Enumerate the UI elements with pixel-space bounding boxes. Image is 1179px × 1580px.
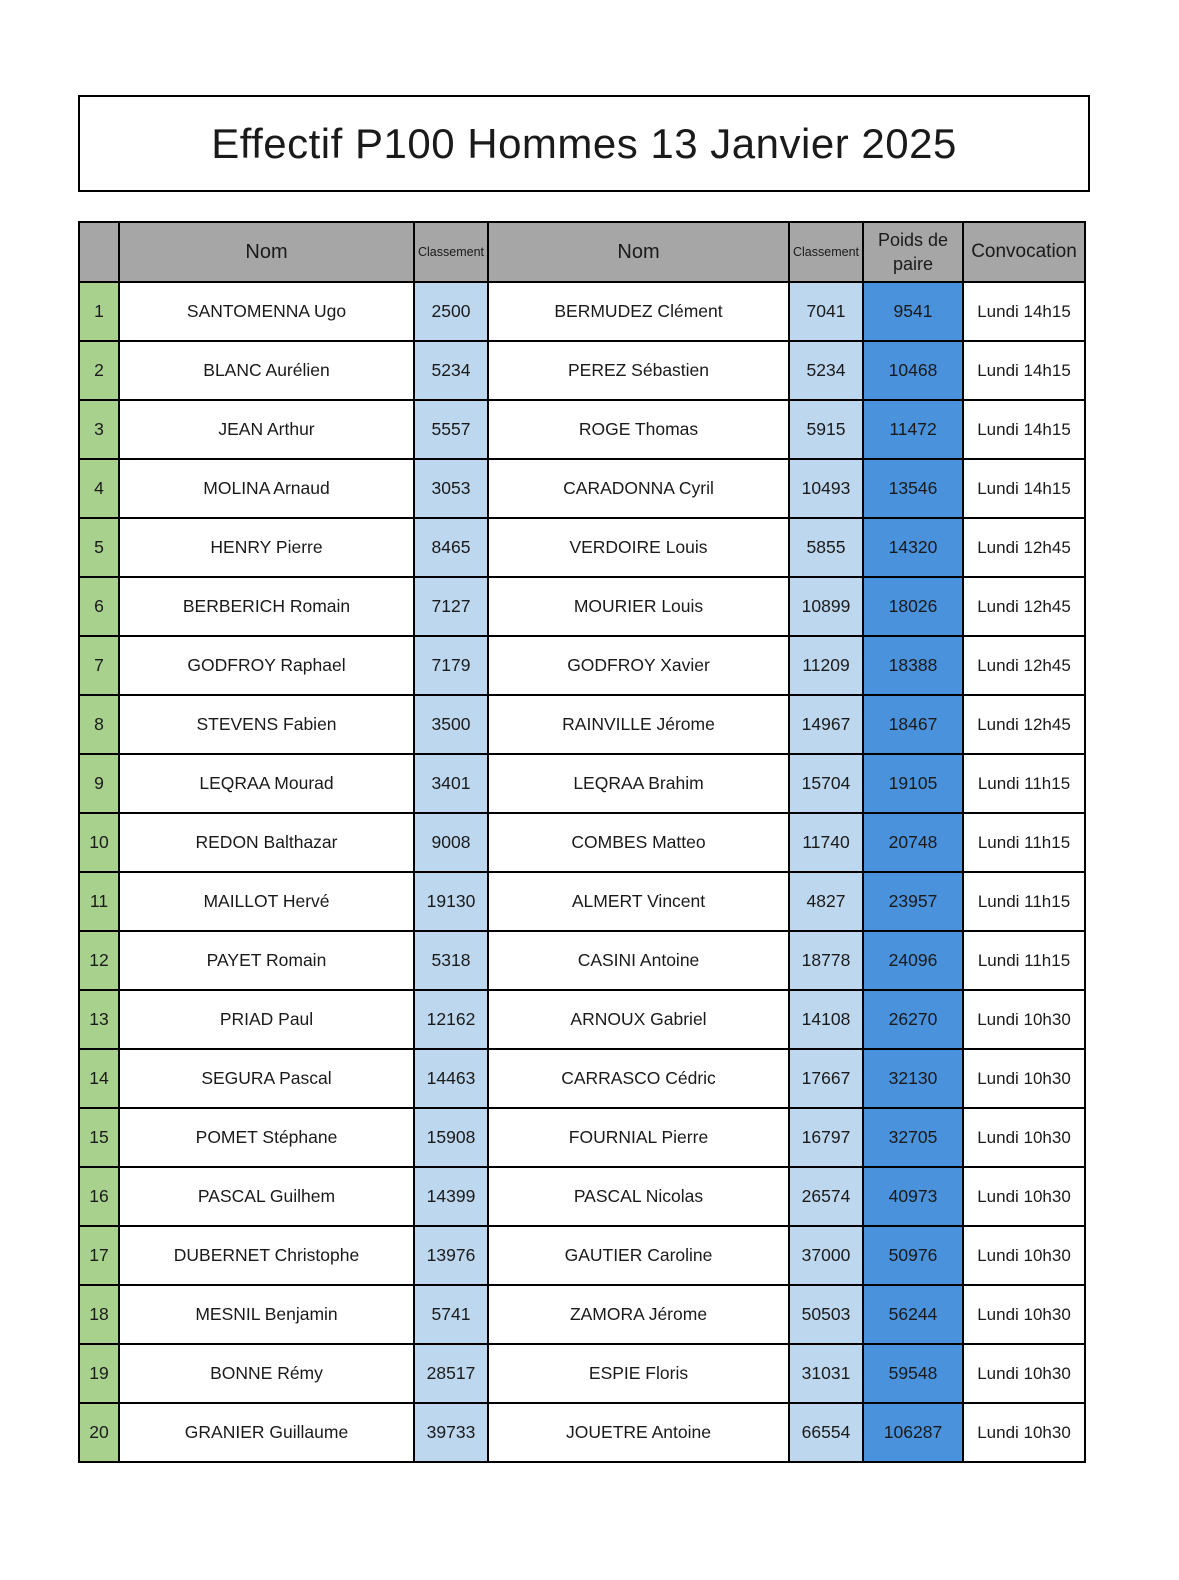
pair-weight: 106287 — [863, 1403, 963, 1462]
player2-ranking: 15704 — [789, 754, 863, 813]
table-row — [79, 931, 1085, 990]
table-row — [79, 754, 1085, 813]
player1-ranking: 12162 — [414, 990, 488, 1049]
player1-ranking: 9008 — [414, 813, 488, 872]
player1-ranking: 8465 — [414, 518, 488, 577]
header-classement-2: Classement — [789, 222, 863, 282]
player2-ranking: 7041 — [789, 282, 863, 341]
row-number: 16 — [79, 1167, 119, 1226]
pair-weight: 10468 — [863, 341, 963, 400]
player1-name: DUBERNET Christophe — [119, 1226, 414, 1285]
player2-name: ESPIE Floris — [488, 1344, 789, 1403]
row-number: 1 — [79, 282, 119, 341]
player1-name: JEAN Arthur — [119, 400, 414, 459]
player2-name: FOURNIAL Pierre — [488, 1108, 789, 1167]
player2-ranking: 16797 — [789, 1108, 863, 1167]
row-number: 8 — [79, 695, 119, 754]
table-row — [79, 872, 1085, 931]
player1-ranking: 28517 — [414, 1344, 488, 1403]
table-row — [79, 990, 1085, 1049]
table-row — [79, 282, 1085, 341]
pair-weight: 9541 — [863, 282, 963, 341]
player1-name: MOLINA Arnaud — [119, 459, 414, 518]
title-box — [78, 95, 1090, 192]
player2-name: ZAMORA Jérome — [488, 1285, 789, 1344]
player2-ranking: 26574 — [789, 1167, 863, 1226]
player2-name: CASINI Antoine — [488, 931, 789, 990]
player2-ranking: 5234 — [789, 341, 863, 400]
table-row — [79, 400, 1085, 459]
table-row — [79, 1226, 1085, 1285]
player1-ranking: 5318 — [414, 931, 488, 990]
row-number: 4 — [79, 459, 119, 518]
player1-name: BERBERICH Romain — [119, 577, 414, 636]
player1-ranking: 3500 — [414, 695, 488, 754]
row-number: 7 — [79, 636, 119, 695]
player1-ranking: 14463 — [414, 1049, 488, 1108]
row-number: 12 — [79, 931, 119, 990]
player1-ranking: 5234 — [414, 341, 488, 400]
player2-name: ROGE Thomas — [488, 400, 789, 459]
player2-name: PASCAL Nicolas — [488, 1167, 789, 1226]
player2-name: GODFROY Xavier — [488, 636, 789, 695]
convocation-time: Lundi 11h15 — [963, 754, 1085, 813]
player2-ranking: 10899 — [789, 577, 863, 636]
table-row — [79, 1167, 1085, 1226]
convocation-time: Lundi 14h15 — [963, 459, 1085, 518]
player2-name: ALMERT Vincent — [488, 872, 789, 931]
convocation-time: Lundi 12h45 — [963, 577, 1085, 636]
pair-weight: 18026 — [863, 577, 963, 636]
pair-weight: 13546 — [863, 459, 963, 518]
row-number: 3 — [79, 400, 119, 459]
convocation-time: Lundi 12h45 — [963, 636, 1085, 695]
player1-name: BLANC Aurélien — [119, 341, 414, 400]
player2-ranking: 14967 — [789, 695, 863, 754]
pair-weight: 11472 — [863, 400, 963, 459]
roster-table — [78, 221, 1086, 1463]
pair-weight: 50976 — [863, 1226, 963, 1285]
convocation-time: Lundi 12h45 — [963, 695, 1085, 754]
row-number: 17 — [79, 1226, 119, 1285]
convocation-time: Lundi 14h15 — [963, 400, 1085, 459]
player2-ranking: 5855 — [789, 518, 863, 577]
pair-weight: 40973 — [863, 1167, 963, 1226]
player1-ranking: 5741 — [414, 1285, 488, 1344]
pair-weight: 24096 — [863, 931, 963, 990]
player1-ranking: 14399 — [414, 1167, 488, 1226]
player2-ranking: 11209 — [789, 636, 863, 695]
convocation-time: Lundi 10h30 — [963, 1108, 1085, 1167]
table-row — [79, 1403, 1085, 1462]
convocation-time: Lundi 10h30 — [963, 1344, 1085, 1403]
row-number: 19 — [79, 1344, 119, 1403]
convocation-time: Lundi 10h30 — [963, 990, 1085, 1049]
player2-name: GAUTIER Caroline — [488, 1226, 789, 1285]
convocation-time: Lundi 11h15 — [963, 931, 1085, 990]
player1-name: PASCAL Guilhem — [119, 1167, 414, 1226]
row-number: 5 — [79, 518, 119, 577]
header-convocation: Convocation — [963, 222, 1085, 282]
row-number: 11 — [79, 872, 119, 931]
player2-ranking: 14108 — [789, 990, 863, 1049]
player1-ranking: 13976 — [414, 1226, 488, 1285]
table-row — [79, 1108, 1085, 1167]
row-number: 14 — [79, 1049, 119, 1108]
player2-name: CARRASCO Cédric — [488, 1049, 789, 1108]
pair-weight: 18467 — [863, 695, 963, 754]
player2-name: ARNOUX Gabriel — [488, 990, 789, 1049]
player2-name: RAINVILLE Jérome — [488, 695, 789, 754]
table-row — [79, 695, 1085, 754]
player2-ranking: 31031 — [789, 1344, 863, 1403]
table-row — [79, 1344, 1085, 1403]
pair-weight: 23957 — [863, 872, 963, 931]
header-corner-spacer — [79, 222, 119, 282]
convocation-time: Lundi 11h15 — [963, 872, 1085, 931]
player2-ranking: 50503 — [789, 1285, 863, 1344]
pair-weight: 20748 — [863, 813, 963, 872]
player2-ranking: 4827 — [789, 872, 863, 931]
player1-ranking: 15908 — [414, 1108, 488, 1167]
player1-name: REDON Balthazar — [119, 813, 414, 872]
player1-name: BONNE Rémy — [119, 1344, 414, 1403]
row-number: 15 — [79, 1108, 119, 1167]
convocation-time: Lundi 12h45 — [963, 518, 1085, 577]
player1-name: PAYET Romain — [119, 931, 414, 990]
player1-ranking: 39733 — [414, 1403, 488, 1462]
player2-ranking: 10493 — [789, 459, 863, 518]
convocation-time: Lundi 10h30 — [963, 1285, 1085, 1344]
table-row — [79, 1049, 1085, 1108]
row-number: 10 — [79, 813, 119, 872]
player1-name: SANTOMENNA Ugo — [119, 282, 414, 341]
table-row — [79, 518, 1085, 577]
convocation-time: Lundi 10h30 — [963, 1049, 1085, 1108]
player2-ranking: 37000 — [789, 1226, 863, 1285]
player2-name: LEQRAA Brahim — [488, 754, 789, 813]
table-row — [79, 341, 1085, 400]
convocation-time: Lundi 14h15 — [963, 282, 1085, 341]
header-classement-1: Classement — [414, 222, 488, 282]
player2-ranking: 66554 — [789, 1403, 863, 1462]
table-row — [79, 577, 1085, 636]
player2-ranking: 18778 — [789, 931, 863, 990]
row-number: 20 — [79, 1403, 119, 1462]
player1-name: MESNIL Benjamin — [119, 1285, 414, 1344]
player1-name: GODFROY Raphael — [119, 636, 414, 695]
row-number: 18 — [79, 1285, 119, 1344]
table-header-row — [79, 222, 1085, 282]
player1-name: LEQRAA Mourad — [119, 754, 414, 813]
player1-ranking: 19130 — [414, 872, 488, 931]
table-row — [79, 459, 1085, 518]
player1-name: GRANIER Guillaume — [119, 1403, 414, 1462]
player1-name: PRIAD Paul — [119, 990, 414, 1049]
header-poids-de-paire: Poids de paire — [863, 222, 963, 282]
pair-weight: 32130 — [863, 1049, 963, 1108]
pair-weight: 59548 — [863, 1344, 963, 1403]
player1-name: MAILLOT Hervé — [119, 872, 414, 931]
player1-ranking: 2500 — [414, 282, 488, 341]
convocation-time: Lundi 14h15 — [963, 341, 1085, 400]
convocation-time: Lundi 10h30 — [963, 1403, 1085, 1462]
player1-name: SEGURA Pascal — [119, 1049, 414, 1108]
table-row — [79, 636, 1085, 695]
row-number: 2 — [79, 341, 119, 400]
convocation-time: Lundi 10h30 — [963, 1226, 1085, 1285]
row-number: 13 — [79, 990, 119, 1049]
convocation-time: Lundi 10h30 — [963, 1167, 1085, 1226]
player1-name: POMET Stéphane — [119, 1108, 414, 1167]
player2-ranking: 17667 — [789, 1049, 863, 1108]
header-nom-1: Nom — [119, 222, 414, 282]
player1-ranking: 5557 — [414, 400, 488, 459]
player1-name: HENRY Pierre — [119, 518, 414, 577]
player1-ranking: 3053 — [414, 459, 488, 518]
player2-name: PEREZ Sébastien — [488, 341, 789, 400]
table-row — [79, 1285, 1085, 1344]
pair-weight: 32705 — [863, 1108, 963, 1167]
player2-name: MOURIER Louis — [488, 577, 789, 636]
convocation-time: Lundi 11h15 — [963, 813, 1085, 872]
pair-weight: 56244 — [863, 1285, 963, 1344]
player2-name: BERMUDEZ Clément — [488, 282, 789, 341]
header-nom-2: Nom — [488, 222, 789, 282]
table-body — [79, 282, 1085, 1462]
pair-weight: 18388 — [863, 636, 963, 695]
player2-name: CARADONNA Cyril — [488, 459, 789, 518]
player1-ranking: 7127 — [414, 577, 488, 636]
pair-weight: 14320 — [863, 518, 963, 577]
pair-weight: 19105 — [863, 754, 963, 813]
pair-weight: 26270 — [863, 990, 963, 1049]
row-number: 6 — [79, 577, 119, 636]
page-title: Effectif P100 Hommes 13 Janvier 2025 — [211, 119, 957, 167]
player2-ranking: 5915 — [789, 400, 863, 459]
player2-name: COMBES Matteo — [488, 813, 789, 872]
player1-name: STEVENS Fabien — [119, 695, 414, 754]
player1-ranking: 3401 — [414, 754, 488, 813]
row-number: 9 — [79, 754, 119, 813]
player1-ranking: 7179 — [414, 636, 488, 695]
player2-ranking: 11740 — [789, 813, 863, 872]
table-row — [79, 813, 1085, 872]
player2-name: VERDOIRE Louis — [488, 518, 789, 577]
player2-name: JOUETRE Antoine — [488, 1403, 789, 1462]
